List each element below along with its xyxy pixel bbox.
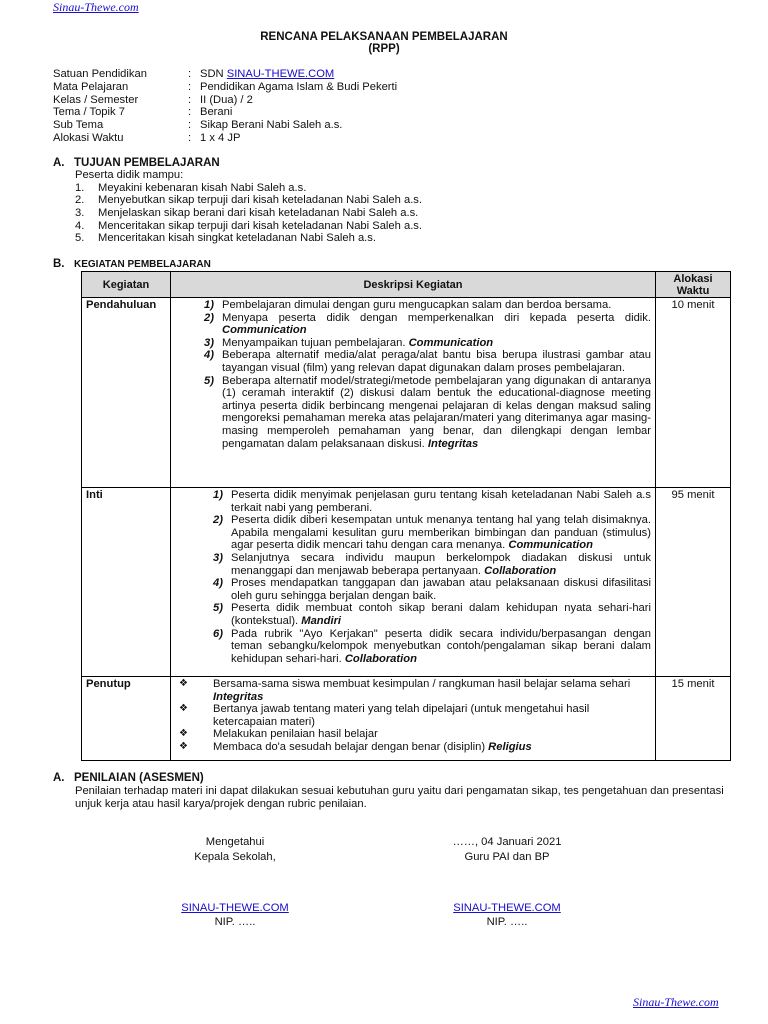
activity-item xyxy=(171,489,651,514)
sig-right-line2: Guru PAI dan BP xyxy=(464,851,550,863)
penilaian-title: PENILAIAN (ASESMEN) xyxy=(74,772,204,784)
info-value-prefix: SDN xyxy=(200,68,227,80)
activity-number: 6) xyxy=(213,627,223,640)
activity-item xyxy=(171,602,651,627)
activity-tag: Communication xyxy=(222,324,307,337)
info-value: Pendidikan Agama Islam & Budi Pekerti xyxy=(200,80,398,93)
info-colon: : xyxy=(188,80,192,93)
activity-text-wrap xyxy=(231,552,651,577)
activity-item xyxy=(171,375,651,451)
activity-text: Pembelajaran dimulai dengan guru mengucapkan salam dan berdoa bersama. xyxy=(222,299,612,311)
closing-tag: Religius xyxy=(488,740,532,753)
activity-number: 2) xyxy=(213,514,223,527)
activity-tag: Integritas xyxy=(427,437,479,450)
sig-right-name-link[interactable]: SINAU-THEWE.COM xyxy=(453,902,561,914)
document-subtitle: (RPP) xyxy=(368,43,400,55)
list-item-text: Menceritakan sikap terpuji dari kisah keteladanan Nabi Saleh a.s. xyxy=(98,219,423,232)
activity-number: 5) xyxy=(213,602,223,615)
activity-item xyxy=(171,299,651,312)
closing-text: Bersama-sama siswa membuat kesimpulan / rangkuman hasil belajar selama sehari xyxy=(213,678,631,690)
activity-text: Selanjutnya secara individu maupun berkelompok diadakan diskusi untuk menanggapi dan menjawab beberapa pertanyaan. xyxy=(231,551,651,577)
info-row xyxy=(53,81,397,94)
list-item-number: 2. xyxy=(75,194,85,207)
closing-text: Bertanya jawab tentang materi yang telah dipelajari (untuk mengetahui hasil ketercapaian materi) xyxy=(213,703,590,728)
sig-right-nip: NIP. ….. xyxy=(486,916,528,928)
penilaian-text: Penilaian terhadap materi ini dapat dilakukan sesuai kebutuhan guru yaitu dari pengamatan sikap, tes pengetahuan dan presentasi unjuk kerja atau hasil karya/projek dengan rubric penilaian. xyxy=(75,785,724,810)
desc-penutup xyxy=(171,677,656,761)
activity-item xyxy=(171,337,651,350)
info-colon: : xyxy=(188,131,192,144)
activity-text: Proses mendapatkan tanggapan dan jawaban atau pelaksanaan diskusi difasilitasi oleh guru sehingga berjalan dengan baik. xyxy=(231,577,651,602)
activity-item xyxy=(171,312,651,337)
sig-left-line2: Kepala Sekolah, xyxy=(194,851,276,863)
activity-tag: Mandiri xyxy=(301,614,342,627)
activity-item xyxy=(171,628,651,666)
info-label: Tema / Topik 7 xyxy=(53,106,125,119)
sig-left-nip: NIP. ….. xyxy=(214,916,256,928)
list-item-number: 5. xyxy=(75,232,85,245)
penilaian-letter: A. xyxy=(53,772,65,784)
info-value: Sikap Berani Nabi Saleh a.s. xyxy=(200,119,343,132)
activity-text: Beberapa alternatif model/strategi/metode pembelajaran yang digunakan di antaranya (1) ceramah interaktif (2) diskusi dalam bentuk the educational-diagnose meeting artinya peserta didik berbincang mengenai pelajaran di kelas dengan maksud saling mengoreksi pemahaman mereka atas pelajaran/materi yang diterimanya agar masing-masing memperoleh pemahaman yang benar, dan dilengkapi dengan lembar pengamatan dalam pelaksanaan diskusi. xyxy=(222,374,651,450)
alokasi-line2: Waktu xyxy=(676,284,710,297)
activity-text-wrap xyxy=(222,312,651,337)
activity-item xyxy=(171,577,651,602)
info-value: II (Dua) / 2 xyxy=(200,93,253,106)
col-kegiatan-header: Kegiatan xyxy=(82,272,171,298)
table-row-pendahuluan xyxy=(82,298,731,488)
activity-text: Pada rubrik "Ayo Kerjakan" peserta didik secara individu/berpasangan dengan teman sebangku/kelompok menyebutkan contoh/pengalaman sikap berani dalam kehidupan sehari-hari. xyxy=(231,627,651,665)
closing-item xyxy=(171,728,651,741)
closing-text-wrap xyxy=(213,703,651,728)
tujuan-letter: A. xyxy=(53,157,65,169)
activity-text-wrap xyxy=(231,628,651,666)
info-label: Mata Pelajaran xyxy=(53,80,129,93)
tujuan-heading xyxy=(53,157,220,170)
info-value-link[interactable]: SINAU-THEWE.COM xyxy=(226,68,335,80)
activity-text-wrap xyxy=(222,337,651,350)
info-row xyxy=(53,119,397,132)
activity-item xyxy=(171,552,651,577)
info-colon: : xyxy=(188,68,192,80)
kegiatan-letter: B. xyxy=(53,258,65,270)
activity-tag: Collaboration xyxy=(484,564,557,577)
kegiatan-title: KEGIATAN PEMBELAJARAN xyxy=(74,259,211,270)
activity-number: 4) xyxy=(204,349,214,362)
diamond-bullet-icon: ❖ xyxy=(179,740,188,752)
list-item-number: 1. xyxy=(75,181,85,194)
time-penutup: 15 menit xyxy=(656,677,731,761)
list-item-number: 3. xyxy=(75,207,85,220)
info-value: Berani xyxy=(200,106,233,119)
closing-text-wrap xyxy=(213,678,651,703)
closing-text-wrap xyxy=(213,741,651,754)
table-row-penutup xyxy=(82,677,731,761)
sig-right-line1: ……, 04 Januari 2021 xyxy=(452,836,562,848)
list-item-text: Menceritakan kisah singkat keteladanan Nabi Saleh a.s. xyxy=(98,232,376,245)
activity-text-wrap xyxy=(222,299,651,312)
activity-number: 4) xyxy=(213,577,223,590)
activity-text: Peserta didik menyimak penjelasan guru tentang kisah keteladanan Nabi Saleh a.s terkait nabi yang pemberani. xyxy=(231,489,651,514)
row-name-pendahuluan: Pendahuluan xyxy=(82,298,171,488)
activity-number: 1) xyxy=(204,299,214,311)
identity-info xyxy=(53,68,397,145)
closing-item xyxy=(171,678,651,703)
list-item xyxy=(75,220,422,233)
info-value: 1 x 4 JP xyxy=(200,131,241,144)
row-name-inti: Inti xyxy=(82,488,171,677)
info-colon: : xyxy=(188,106,192,119)
kegiatan-heading xyxy=(53,258,211,272)
penilaian-heading xyxy=(53,772,204,785)
activity-item xyxy=(171,349,651,374)
tujuan-title: TUJUAN PEMBELAJARAN xyxy=(74,157,220,169)
activity-number: 1) xyxy=(213,489,223,501)
info-colon: : xyxy=(188,119,192,132)
closing-item xyxy=(171,703,651,728)
activity-number: 5) xyxy=(204,374,214,387)
activity-text: Peserta didik membuat contoh sikap berani dalam kehidupan nyata sehari-hari (kontekstual). xyxy=(231,602,651,627)
table-header-row xyxy=(82,272,731,298)
closing-text-wrap xyxy=(213,728,651,741)
tujuan-intro: Peserta didik mampu: xyxy=(75,169,184,181)
list-item-number: 4. xyxy=(75,219,85,232)
info-row xyxy=(53,94,397,107)
info-label: Sub Tema xyxy=(53,119,104,132)
list-item xyxy=(75,207,422,220)
time-pendahuluan: 10 menit xyxy=(656,298,731,488)
activity-number: 3) xyxy=(204,336,214,349)
header-site-link[interactable]: Sinau-Thewe.com xyxy=(53,0,139,14)
info-row xyxy=(53,106,397,119)
alokasi-line1: Alokasi xyxy=(673,272,713,285)
activity-text-wrap xyxy=(231,577,651,602)
info-row xyxy=(53,132,397,145)
activity-text: Menyampaikan tujuan pembelajaran. xyxy=(222,336,406,349)
activity-text-wrap xyxy=(231,602,651,627)
kegiatan-table xyxy=(81,271,731,761)
activity-text: Peserta didik diberi kesempatan untuk menanya tentang hal yang telah disimaknya. Apabila mengalami kesulitan guru memberikan bimbingan dan panduan (stimulus) agar peserta didik mencari tahu dengan cara menanya. xyxy=(231,514,651,552)
info-label: Kelas / Semester xyxy=(53,93,139,106)
activity-text-wrap xyxy=(222,349,651,374)
sig-left-line1: Mengetahui xyxy=(205,836,265,848)
diamond-bullet-icon: ❖ xyxy=(179,678,188,689)
closing-text: Melakukan penilaian hasil belajar xyxy=(213,728,378,741)
closing-text: Membaca do'a sesudah belajar dengan benar (disiplin) xyxy=(213,740,486,753)
sig-left-name-link[interactable]: SINAU-THEWE.COM xyxy=(181,902,289,914)
list-item xyxy=(75,194,422,207)
activity-text-wrap xyxy=(231,489,651,514)
diamond-bullet-icon: ❖ xyxy=(179,703,188,715)
activity-text-wrap xyxy=(222,375,651,451)
closing-tag: Integritas xyxy=(213,690,264,703)
col-alokasi-header xyxy=(656,272,731,298)
closing-item xyxy=(171,741,651,754)
col-deskripsi-header: Deskripsi Kegiatan xyxy=(171,272,656,298)
list-item-text: Menjelaskan sikap berani dari kisah keteladanan Nabi Saleh a.s. xyxy=(98,207,419,220)
footer-site-link[interactable]: Sinau-Thewe.com xyxy=(633,995,719,1009)
activity-tag: Communication xyxy=(408,336,494,349)
activity-text-wrap xyxy=(231,514,651,552)
desc-pendahuluan xyxy=(171,298,656,488)
list-item xyxy=(75,232,422,245)
activity-tag: Communication xyxy=(508,539,593,552)
activity-item xyxy=(171,514,651,552)
list-item-text: Menyebutkan sikap terpuji dari kisah keteladanan Nabi Saleh a.s. xyxy=(98,194,423,207)
activity-text: Menyapa peserta didik dengan memperkenalkan diri kepada peserta didik. xyxy=(222,311,651,324)
info-label: Alokasi Waktu xyxy=(53,131,124,144)
desc-inti xyxy=(171,488,656,677)
document-title: RENCANA PELAKSANAAN PEMBELAJARAN xyxy=(260,31,508,43)
activity-number: 2) xyxy=(204,311,214,324)
activity-text: Beberapa alternatif media/alat peraga/alat bantu bisa berupa ilustrasi gambar atau tayangan visual (film) yang relevan dapat digunakan dalam proses pembelajaran. xyxy=(222,349,651,374)
row-name-penutup: Penutup xyxy=(82,677,171,761)
activity-number: 3) xyxy=(213,551,223,564)
list-item xyxy=(75,182,422,195)
list-item-text: Meyakini kebenaran kisah Nabi Saleh a.s. xyxy=(98,181,307,194)
info-row xyxy=(53,68,397,81)
activity-tag: Collaboration xyxy=(344,652,417,665)
info-colon: : xyxy=(188,93,192,106)
diamond-bullet-icon: ❖ xyxy=(179,728,188,740)
time-inti: 95 menit xyxy=(656,488,731,677)
tujuan-list xyxy=(75,169,422,245)
info-label: Satuan Pendidikan xyxy=(53,68,147,80)
table-row-inti xyxy=(82,488,731,677)
